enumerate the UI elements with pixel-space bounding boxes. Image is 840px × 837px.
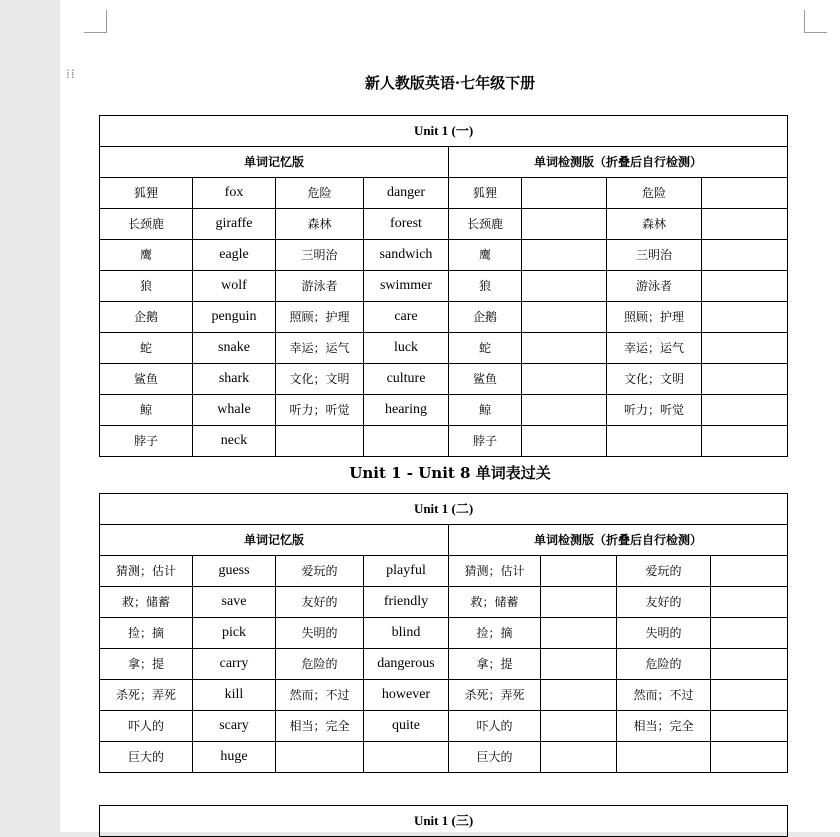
answer-blank[interactable]: [541, 556, 617, 587]
chinese-prompt: 巨大的: [449, 742, 541, 773]
chinese-word: [276, 742, 364, 773]
answer-blank[interactable]: [711, 587, 788, 618]
english-word: sandwich: [364, 240, 449, 271]
memory-version-header: 单词记忆版: [100, 525, 449, 556]
english-word: scary: [193, 711, 276, 742]
check-version-header: 单词检测版（折叠后自行检测）: [449, 525, 788, 556]
english-word: playful: [364, 556, 449, 587]
answer-blank[interactable]: [711, 711, 788, 742]
english-word: [364, 742, 449, 773]
chinese-word: 幸运；运气: [276, 333, 364, 364]
english-word: fox: [193, 178, 276, 209]
table-row: [100, 742, 788, 773]
chinese-word: 鲨鱼: [100, 364, 193, 395]
memory-version-header: 单词记忆版: [100, 147, 449, 178]
chinese-word: 听力；听觉: [276, 395, 364, 426]
chinese-word: 狼: [100, 271, 193, 302]
table-row: [100, 587, 788, 618]
answer-blank[interactable]: [522, 271, 607, 302]
english-word: dangerous: [364, 649, 449, 680]
answer-blank[interactable]: [541, 680, 617, 711]
document-page: [60, 0, 840, 832]
chinese-prompt: 友好的: [617, 587, 711, 618]
unit-title: Unit 1 (一): [100, 116, 788, 147]
english-word: huge: [193, 742, 276, 773]
chinese-word: 文化；文明: [276, 364, 364, 395]
unit-1-part-2-table: [99, 493, 788, 773]
answer-blank[interactable]: [711, 556, 788, 587]
chinese-word: 捡；摘: [100, 618, 193, 649]
answer-blank[interactable]: [702, 333, 788, 364]
answer-blank[interactable]: [541, 711, 617, 742]
answer-blank[interactable]: [702, 426, 788, 457]
chinese-prompt: 长颈鹿: [449, 209, 522, 240]
table-row: [100, 271, 788, 302]
chinese-prompt: [617, 742, 711, 773]
english-word: forest: [364, 209, 449, 240]
english-word: shark: [193, 364, 276, 395]
check-version-header: 单词检测版（折叠后自行检测）: [449, 147, 788, 178]
answer-blank[interactable]: [522, 395, 607, 426]
answer-blank[interactable]: [711, 680, 788, 711]
chinese-prompt: 爱玩的: [617, 556, 711, 587]
answer-blank[interactable]: [702, 364, 788, 395]
english-word: luck: [364, 333, 449, 364]
answer-blank[interactable]: [522, 333, 607, 364]
answer-blank[interactable]: [522, 209, 607, 240]
chinese-prompt: 猜测；估计: [449, 556, 541, 587]
chinese-prompt: 危险的: [617, 649, 711, 680]
drag-handle-icon[interactable]: ⁞⁞: [66, 67, 76, 81]
chinese-prompt: 失明的: [617, 618, 711, 649]
chinese-word: 森林: [276, 209, 364, 240]
chinese-prompt: 鹰: [449, 240, 522, 271]
chinese-word: 爱玩的: [276, 556, 364, 587]
table-row: [100, 618, 788, 649]
document-title: 新人教版英语·七年级下册: [364, 74, 536, 92]
chinese-prompt: 救；储蓄: [449, 587, 541, 618]
chinese-prompt: 游泳者: [607, 271, 702, 302]
answer-blank[interactable]: [541, 649, 617, 680]
chinese-prompt: 文化；文明: [607, 364, 702, 395]
chinese-word: 拿；提: [100, 649, 193, 680]
chinese-word: 三明治: [276, 240, 364, 271]
table-row: [100, 556, 788, 587]
table-row: [100, 209, 788, 240]
english-word: hearing: [364, 395, 449, 426]
chinese-word: 然而；不过: [276, 680, 364, 711]
table-row: [100, 240, 788, 271]
english-word: penguin: [193, 302, 276, 333]
english-word: giraffe: [193, 209, 276, 240]
unit-title: Unit 1 (三): [100, 806, 788, 837]
table-row: [100, 395, 788, 426]
chinese-word: 杀死；弄死: [100, 680, 193, 711]
answer-blank[interactable]: [702, 209, 788, 240]
english-word: save: [193, 587, 276, 618]
chinese-word: 长颈鹿: [100, 209, 193, 240]
answer-blank[interactable]: [702, 302, 788, 333]
table-row: [100, 302, 788, 333]
english-word: pick: [193, 618, 276, 649]
answer-blank[interactable]: [541, 742, 617, 773]
unit-1-part-1-table: [99, 115, 788, 457]
english-word: swimmer: [364, 271, 449, 302]
table-row: [100, 426, 788, 457]
chinese-word: 照顾；护理: [276, 302, 364, 333]
chinese-prompt: 脖子: [449, 426, 522, 457]
answer-blank[interactable]: [711, 649, 788, 680]
english-word: neck: [193, 426, 276, 457]
answer-blank[interactable]: [711, 742, 788, 773]
unit-title-row: [100, 494, 788, 525]
chinese-prompt: 蛇: [449, 333, 522, 364]
chinese-prompt: 狼: [449, 271, 522, 302]
chinese-prompt: 然而；不过: [617, 680, 711, 711]
table-row: [100, 711, 788, 742]
answer-blank[interactable]: [702, 395, 788, 426]
chinese-word: 狐狸: [100, 178, 193, 209]
chinese-word: 救；储蓄: [100, 587, 193, 618]
english-word: eagle: [193, 240, 276, 271]
chinese-prompt: 鲸: [449, 395, 522, 426]
section-title: Unit 1 - Unit 8 单词表过关: [349, 464, 551, 482]
table-row: [100, 178, 788, 209]
english-word: care: [364, 302, 449, 333]
chinese-prompt: 照顾；护理: [607, 302, 702, 333]
answer-blank[interactable]: [522, 240, 607, 271]
chinese-prompt: 相当；完全: [617, 711, 711, 742]
chinese-word: 吓人的: [100, 711, 193, 742]
table-row: [100, 364, 788, 395]
chinese-word: 危险: [276, 178, 364, 209]
english-word: culture: [364, 364, 449, 395]
chinese-prompt: 危险: [607, 178, 702, 209]
chinese-word: 巨大的: [100, 742, 193, 773]
answer-blank[interactable]: [541, 587, 617, 618]
english-word: whale: [193, 395, 276, 426]
answer-blank[interactable]: [711, 618, 788, 649]
chinese-prompt: [607, 426, 702, 457]
chinese-word: 脖子: [100, 426, 193, 457]
unit-title: Unit 1 (二): [100, 494, 788, 525]
chinese-word: 相当；完全: [276, 711, 364, 742]
answer-blank[interactable]: [702, 178, 788, 209]
unit-1-part-3-table: [99, 805, 788, 837]
english-word: kill: [193, 680, 276, 711]
table-row: [100, 680, 788, 711]
version-header-row: [100, 525, 788, 556]
english-word: carry: [193, 649, 276, 680]
chinese-word: 蛇: [100, 333, 193, 364]
answer-blank[interactable]: [522, 302, 607, 333]
english-word: blind: [364, 618, 449, 649]
english-word: snake: [193, 333, 276, 364]
english-word: [364, 426, 449, 457]
chinese-word: 危险的: [276, 649, 364, 680]
chinese-word: 猜测；估计: [100, 556, 193, 587]
chinese-prompt: 听力；听觉: [607, 395, 702, 426]
chinese-prompt: 森林: [607, 209, 702, 240]
chinese-prompt: 狐狸: [449, 178, 522, 209]
english-word: friendly: [364, 587, 449, 618]
chinese-word: [276, 426, 364, 457]
chinese-word: 企鹅: [100, 302, 193, 333]
version-header-row: [100, 147, 788, 178]
answer-blank[interactable]: [522, 426, 607, 457]
chinese-prompt: 吓人的: [449, 711, 541, 742]
table-row: [100, 333, 788, 364]
chinese-word: 鹰: [100, 240, 193, 271]
english-word: danger: [364, 178, 449, 209]
page-margin-corner-top-left: [84, 10, 107, 33]
chinese-word: 游泳者: [276, 271, 364, 302]
chinese-prompt: 杀死；弄死: [449, 680, 541, 711]
chinese-prompt: 捡；摘: [449, 618, 541, 649]
english-word: quite: [364, 711, 449, 742]
chinese-prompt: 拿；提: [449, 649, 541, 680]
chinese-word: 友好的: [276, 587, 364, 618]
english-word: wolf: [193, 271, 276, 302]
answer-blank[interactable]: [522, 364, 607, 395]
chinese-prompt: 鲨鱼: [449, 364, 522, 395]
page-margin-corner-top-right: [804, 10, 827, 33]
english-word: however: [364, 680, 449, 711]
answer-blank[interactable]: [541, 618, 617, 649]
chinese-word: 鲸: [100, 395, 193, 426]
table-row: [100, 649, 788, 680]
chinese-prompt: 幸运；运气: [607, 333, 702, 364]
chinese-word: 失明的: [276, 618, 364, 649]
answer-blank[interactable]: [522, 178, 607, 209]
answer-blank[interactable]: [702, 240, 788, 271]
answer-blank[interactable]: [702, 271, 788, 302]
chinese-prompt: 企鹅: [449, 302, 522, 333]
unit-title-row: [100, 116, 788, 147]
chinese-prompt: 三明治: [607, 240, 702, 271]
english-word: guess: [193, 556, 276, 587]
